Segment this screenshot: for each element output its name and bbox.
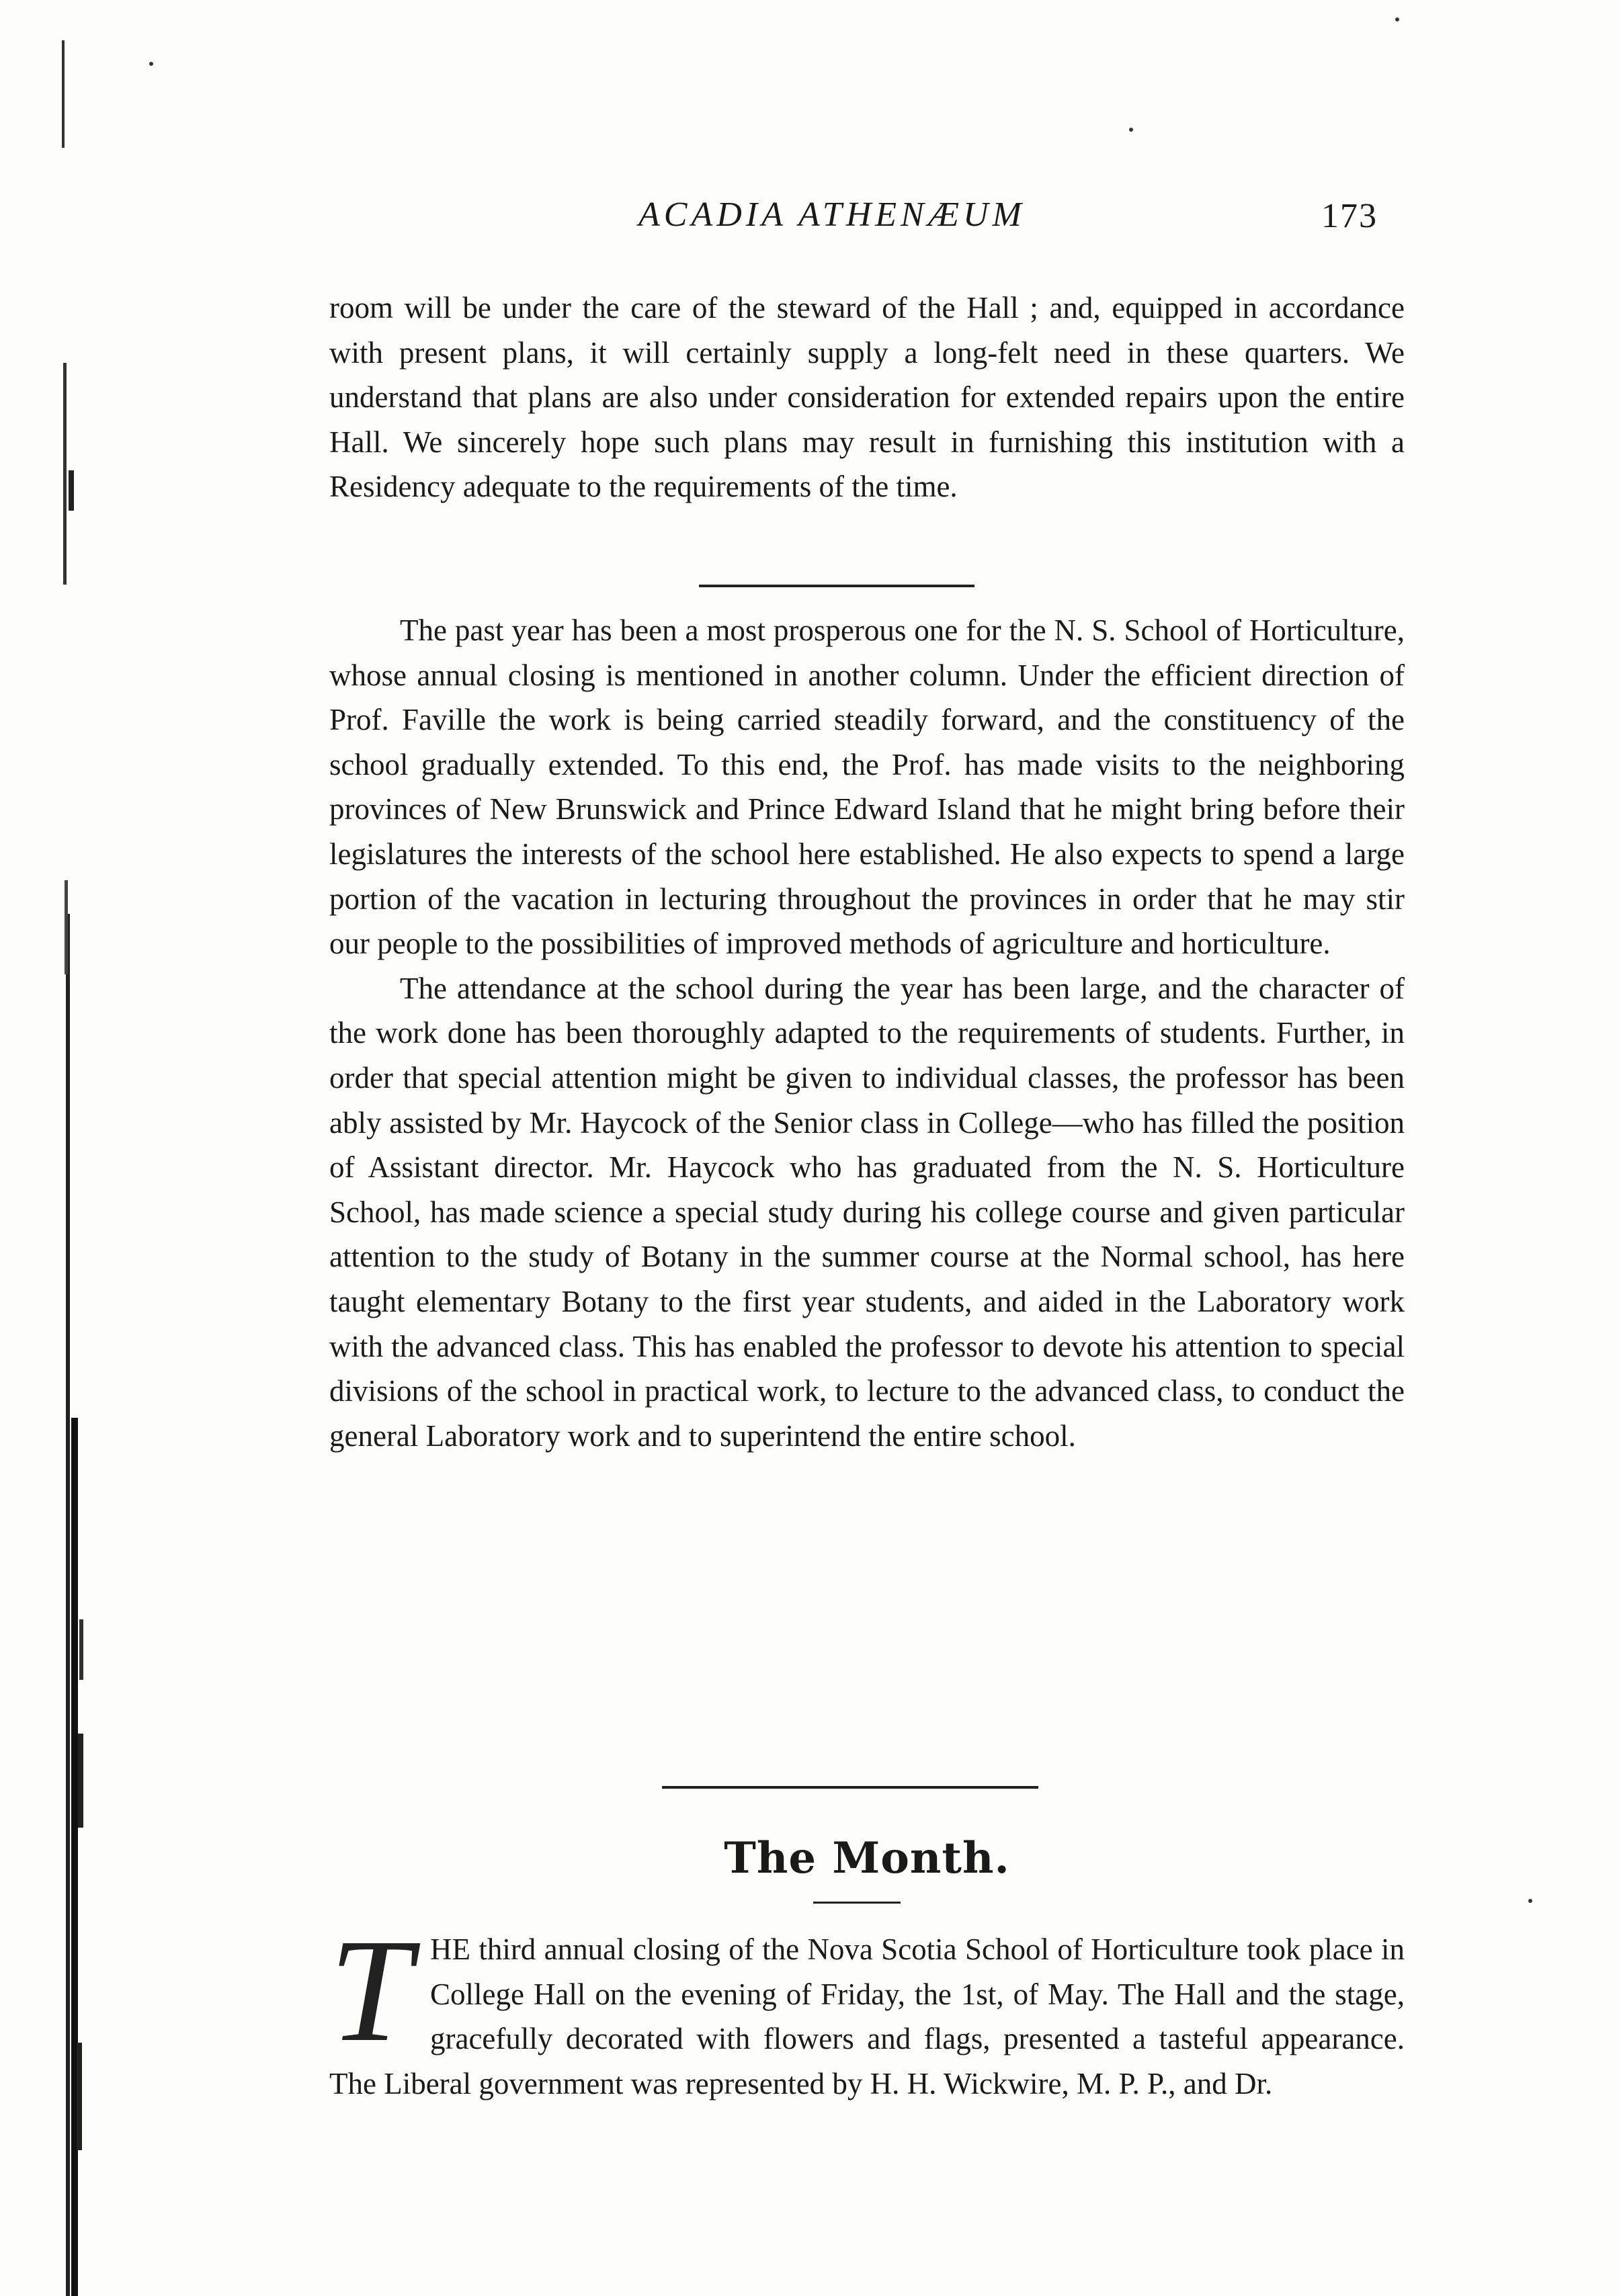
- continuation-paragraph: room will be under the care of the steward of the Hall ; and, equipped in accordance with present plans, it will certainly supply a long-felt need in these quarters. We understand that plans are also under consideration for extended repairs upon the entire Hall. We sincerely hope such plans may result in furnishing this institution with a Residency adequate to the requirements of the time.: [329, 291, 1405, 504]
- horticulture-editorial: [329, 608, 1405, 1458]
- page: [329, 0, 1405, 2296]
- running-header: [329, 195, 1405, 242]
- month-opening-paragraph: [329, 1908, 1405, 2106]
- month-opening-text: HE third annual closing of the Nova Scotia School of Horticulture took place in College Hall on the evening of Friday, the 1st, of May. The Hall and the stage, gracefully decorated with flowers and flags, presented a tasteful appearance. The Liberal government was represented by H. H. Wickwire, M. P. P., and Dr.: [329, 1932, 1405, 2100]
- horticulture-paragraph-1: The past year has been a most prosperous one for the N. S. School of Horticulture, whose annual closing is mentioned in another column. Under the efficient direction of Prof. Faville the work is being carried steadily forward, and the constituency of the school gradually extended. To this end, the Prof. has made visits to the neighboring provinces of New Brunswick and Prince Edward Island that he might bring before their legislatures the interests of the school here established. He also expects to spend a large portion of the vacation in lecturing throughout the provinces in order that he may stir our people to the possibilities of improved methods of agriculture and horticulture.: [329, 613, 1405, 961]
- continued-editorial: [329, 286, 1405, 509]
- page-number: 173: [1321, 197, 1378, 235]
- heading-underline-rule: [813, 1902, 901, 1904]
- page-binding-edge: [59, 40, 106, 2296]
- running-title: ACADIA ATHENÆUM: [638, 196, 1026, 234]
- drop-cap-letter: T: [329, 1908, 412, 2072]
- section-divider-rule: [699, 585, 974, 587]
- horticulture-paragraph-2: The attendance at the school during the year has been large, and the character of the work done has been thoroughly adapted to the requirements of students. Further, in order that special attention might be given to individual classes, the professor has been ably assisted by Mr. Haycock of the Senior class in College—who has filled the position of Assistant director. Mr. Haycock who has graduated from the N. S. Horticulture School, has made science a special study during his college course and given particular attention to the study of Botany in the summer course at the Normal school, has here taught elementary Botany to the first year students, and aided in the Laboratory work with the advanced class. This has enabled the professor to devote his attention to special divisions of the school in practical work, to lecture to the advanced class, to conduct the general Laboratory work and to superintend the entire school.: [329, 971, 1405, 1453]
- month-section-heading: The Month.: [724, 1833, 1010, 1883]
- section-divider-rule: [662, 1786, 1038, 1789]
- month-section-body: [329, 1908, 1405, 2106]
